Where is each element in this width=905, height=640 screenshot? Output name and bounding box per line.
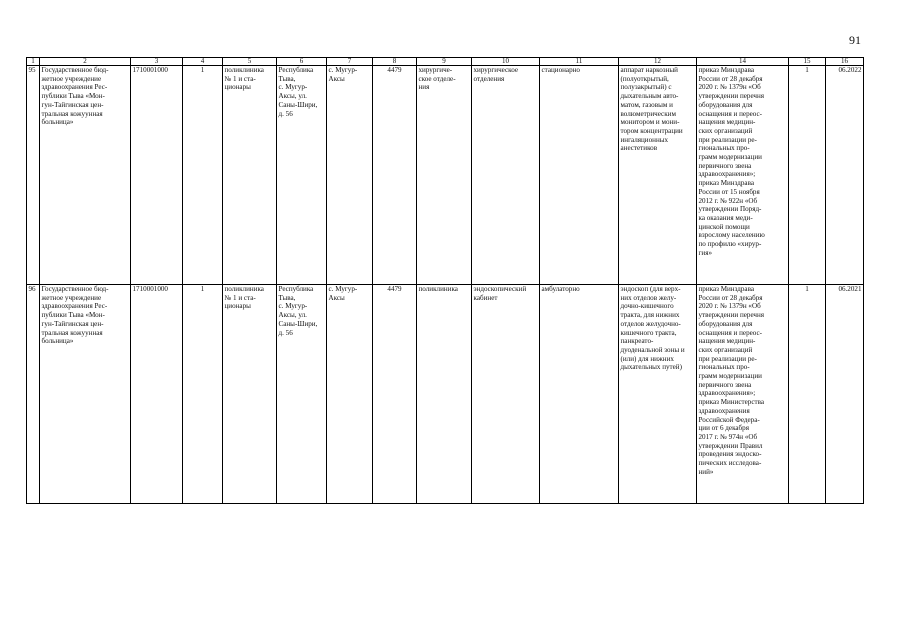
department: хирургиче- ское отделе- ния: [417, 66, 472, 285]
legal-basis: приказ Минздрава России от 28 декабря 2020 г. № 1379н «Об утверждении перечня оборудования для оснащения и переос- нащения медицин- ских организаций при реализации ре- гиональных про- грамм модернизации первичного звена здравоохранения»; приказ Минздрава России от 15 ноября 2012 г. № 922н «Об утверждении Поряд- ка оказания меди- цинской помощи взрослому населению по профилю «хирур- гия»: [697, 66, 789, 285]
equipment-count: 1: [789, 66, 826, 285]
address: Республика Тыва, с. Мугур- Аксы, ул. Саны-Шири, д. 56: [277, 66, 327, 285]
col-header-11: 11: [540, 58, 619, 66]
legal-basis: приказ Минздрава России от 28 декабря 2020 г. № 1379н «Об утверждении перечня оборудования для оснащения и переос- нащения медицин- ских организаций при реализации ре- гиональных про- грамм модернизации первичного звена здравоохранения»; приказ Министерства здравоохранения Российской Федера- ции от 6 декабря 2017 г. № 974н «Об утверждении Правил проведения эндоско- пических исследова- ний»: [697, 285, 789, 504]
organization-name: Государственное бюд- жетное учреждение здравоохранения Рес- публики Тыва «Мон- гун-Тайгинская цен- тральная кожуунная больница»: [40, 66, 131, 285]
population: 4479: [373, 66, 417, 285]
row-number: 96: [27, 285, 40, 504]
header-row: [27, 58, 864, 66]
quantity-cell: 1: [183, 285, 223, 504]
col-header-8: 8: [373, 58, 417, 66]
col-header-15: 15: [789, 58, 826, 66]
equipment-count: 1: [789, 285, 826, 504]
care-conditions: стационарно: [540, 66, 619, 285]
page-number: 91: [849, 33, 861, 47]
oktmo-code: 1710001000: [131, 66, 183, 285]
registry-table: [26, 57, 864, 504]
organization-name: Государственное бюд- жетное учреждение здравоохранения Рес- публики Тыва «Мон- гун-Тайгинская цен- тральная кожуунная больница»: [40, 285, 131, 504]
address: Республика Тыва, с. Мугур- Аксы, ул. Саны-Шири, д. 56: [277, 285, 327, 504]
unit: хирургическое отделения: [472, 66, 540, 285]
col-header-14: 14: [697, 58, 789, 66]
delivery-date: 06.2022: [826, 66, 864, 285]
col-header-1: 1: [27, 58, 40, 66]
subdivision: поликлиника № 1 и ста- ционары: [223, 285, 277, 504]
col-header-5: 5: [223, 58, 277, 66]
col-header-4: 4: [183, 58, 223, 66]
quantity-cell: 1: [183, 66, 223, 285]
col-header-2: 2: [40, 58, 131, 66]
department: поликлиника: [417, 285, 472, 504]
col-header-12: 12: [619, 58, 697, 66]
care-conditions: амбулаторно: [540, 285, 619, 504]
unit: эндоскопический кабинет: [472, 285, 540, 504]
col-header-3: 3: [131, 58, 183, 66]
row-number: 95: [27, 66, 40, 285]
table-row: [27, 66, 864, 285]
col-header-16: 16: [826, 58, 864, 66]
settlement: с. Мугур- Аксы: [327, 285, 373, 504]
delivery-date: 06.2021: [826, 285, 864, 504]
equipment-name: аппарат наркозный (полуоткрытый, полузакрытый) с дыхательным авто- матом, газовым и волюметрическим монитором и мони- тором концентрации ингаляционных анестетиков: [619, 66, 697, 285]
col-header-7: 7: [327, 58, 373, 66]
population: 4479: [373, 285, 417, 504]
col-header-9: 9: [417, 58, 472, 66]
col-header-10: 10: [472, 58, 540, 66]
col-header-6: 6: [277, 58, 327, 66]
settlement: с. Мугур- Аксы: [327, 66, 373, 285]
equipment-name: эндоскоп (для верх- них отделов желу- дочно-кишечного тракта, для нижних отделов желудочно- кишечного тракта, панкреато- дуоденальной зоны и (или) для нижних дыхательных путей): [619, 285, 697, 504]
subdivision: поликлиника № 1 и ста- ционары: [223, 66, 277, 285]
oktmo-code: 1710001000: [131, 285, 183, 504]
table-row: [27, 285, 864, 504]
